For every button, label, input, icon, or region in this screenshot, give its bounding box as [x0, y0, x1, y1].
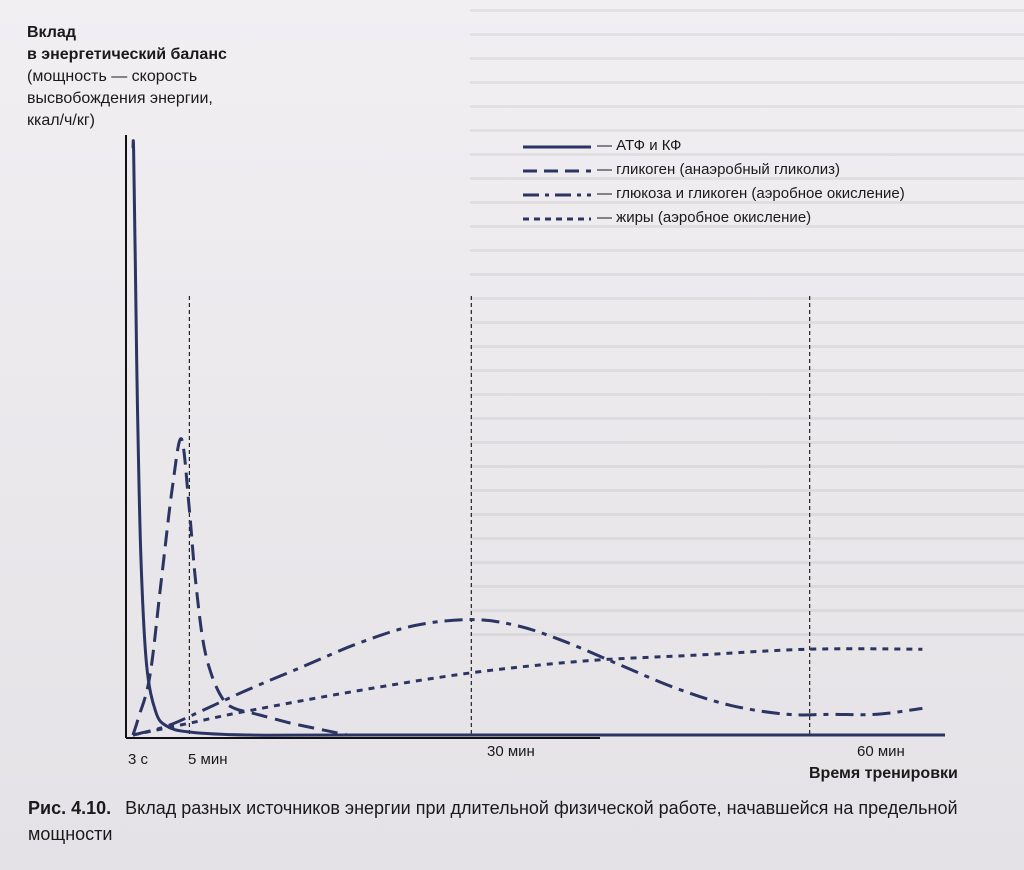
figure-caption [28, 795, 988, 847]
x-tick-label-3s: 3 с [128, 751, 149, 768]
series-line-dashdot [133, 620, 922, 735]
y-axis-title-line2: в энергетический баланс [27, 46, 227, 63]
legend-swatch-solid [523, 141, 593, 153]
legend-swatch-dot [523, 213, 593, 225]
legend-label: — глюкоза и гликоген (аэробное окисление) [597, 185, 905, 202]
y-axis-title-line1: Вклад [27, 24, 76, 41]
x-tick-label-5min: 5 мин [188, 751, 228, 768]
legend-label: — жиры (аэробное окисление) [597, 209, 812, 226]
legend-label: — АТФ и КФ [597, 137, 682, 154]
series-line-dash [133, 439, 347, 735]
y-axis-note-line2: высвобождения энергии, [27, 90, 213, 107]
x-tick-label-30min: 30 мин [487, 743, 535, 760]
series-line-dot [133, 649, 922, 735]
x-tick-label-60min: 60 мин [857, 743, 905, 760]
x-axis-label: Время тренировки [809, 765, 958, 782]
y-axis-note-line1: (мощность — скорость [27, 68, 198, 85]
caption-text: Вклад разных источников энергии при длительной физической работе, начавшейся на предельной мощности [28, 798, 958, 844]
series-layer [133, 141, 945, 736]
legend-label: — гликоген (анаэробный гликолиз) [597, 161, 840, 178]
legend-swatch-dashdot [523, 189, 593, 201]
series-line-solid [133, 141, 945, 736]
caption-number: Рис. 4.10. [28, 798, 112, 818]
y-axis-note-line3: ккал/ч/кг) [27, 112, 95, 129]
legend-swatch-dash [523, 165, 593, 177]
